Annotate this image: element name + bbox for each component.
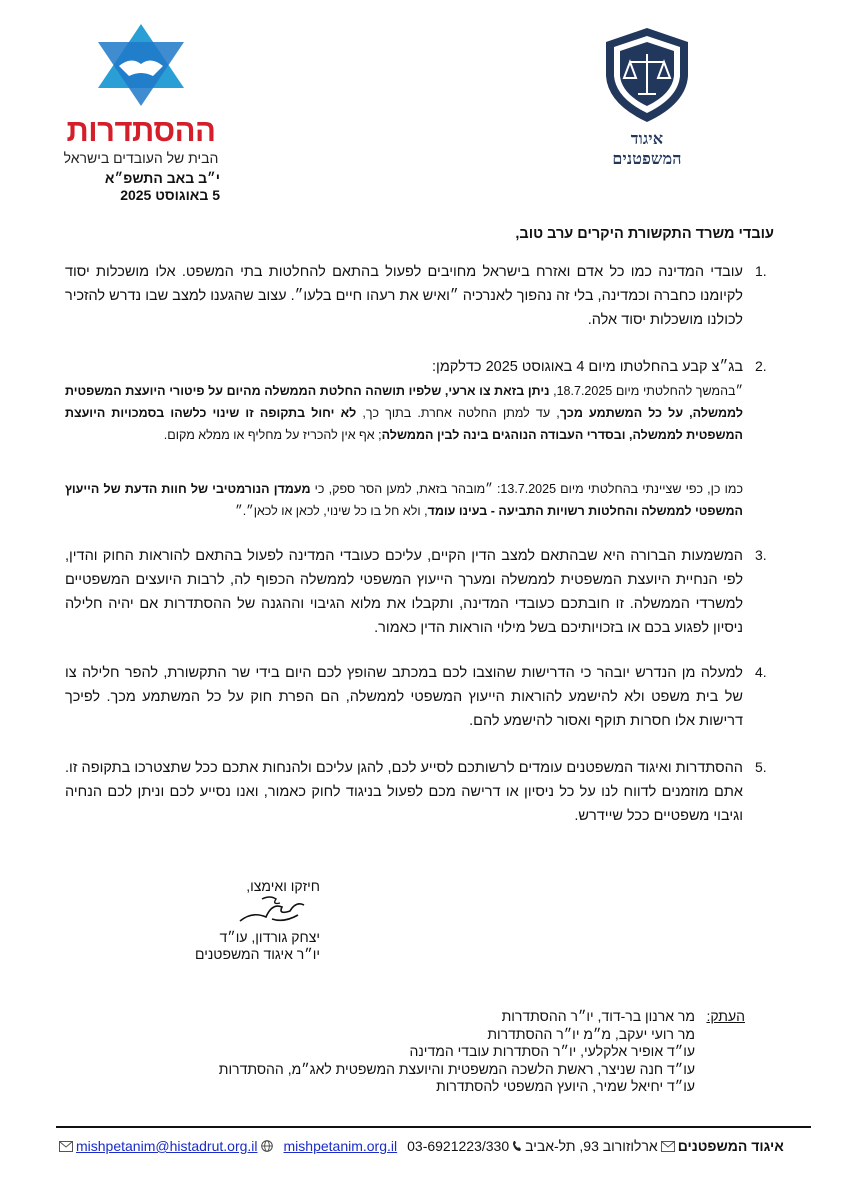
cc-list [150, 1008, 695, 1096]
paragraph-number: 4. [755, 664, 767, 680]
paragraph-number: 2. [755, 358, 767, 374]
phone-number: 03-6921223/330 [407, 1138, 510, 1154]
paragraph-2-intro: בג״צ קבע בהחלטתו מיום 4 באוגוסט 2025 כדלקמן: [432, 359, 743, 375]
quote-text: ; אף אין להכריז על מחליף או ממלא מקום. [163, 428, 382, 442]
signatory-title: יו״ר איגוד המשפטנים [195, 946, 320, 962]
signatory [180, 929, 320, 963]
email-link[interactable]: mishpetanim@histadrut.org.il [76, 1138, 258, 1154]
website-link[interactable]: mishpetanim.org.il [283, 1138, 398, 1154]
globe-icon [261, 1140, 273, 1152]
quote-bold: ניתן בזאת צו ארעי, שלפיו תושהה החלטת הממשלה מהיום על פיטורי היועצת המשפטית לממשלה, על כל המשתמע מכך [65, 384, 743, 420]
shield-scales-icon [598, 24, 696, 124]
paragraph-number: 3. [755, 547, 767, 563]
email-icon [59, 1141, 73, 1152]
footer-divider [56, 1126, 811, 1128]
quote-text: ״בהמשך להחלטתי מיום 18.7.2025, [549, 384, 743, 398]
quote-bold: לא יחול בתקופה זו שינוי כלשהו בסמכויות היועצת המשפטית לממשלה, ובסדרי העבודה הנוהגים בינה לבין הממשלה [65, 406, 743, 442]
letter-date [60, 170, 220, 204]
paragraph-3: המשמעות הברורה היא שבהתאם למצב הדין הקיים, עליכם כעובדי המדינה לפעול בהתאם להוראות החוק והדין, לפי הנחיית היועצת המשפטית לממשלה ומערך הייעוץ המשפטי לממשלה הכפוף לה, לרבות היועצים המשפטיים למשרדי הממשלה. זו חובתכם כעובדי המדינה, ותקבלו את מלוא הגיבוי וההגנה של ההסתדרות אם יהיה חלילה ניסיון לפגוע בכם או בזכויותיכם בשל מילוי הוראות הדין כאמור. [65, 548, 743, 636]
closing: חיזקו ואימצו, [246, 878, 320, 894]
address: ארלוזורוב 93, תל-אביב [525, 1138, 658, 1154]
lawyers-union-logo [598, 24, 696, 169]
footer-org-name: איגוד המשפטנים [677, 1138, 784, 1154]
handwritten-signature [232, 893, 312, 929]
phone-icon [512, 1140, 522, 1152]
quote-text: כמו כן, כפי שציינתי בהחלטתי מיום 13.7.2025: ״מובהר בזאת, למען הסר ספק, כי [310, 482, 744, 496]
paragraph-4: למעלה מן הנדרש יובהר כי הדרישות שהוצבו לכם במכתב שהופץ לכם היום בידי שר התקשורת, להפר חלילה צו של בית משפט ולא להישמע להוראות הייעוץ המשפטי לממשלה, הם הפרת חוק על כל המשתמע מכך. לפיכך דרישות אלו חסרות תוקף ואסור להישמע להם. [65, 665, 743, 729]
quote-bold: מעמדן הנורמטיבי של חוות הדעת של הייעוץ המשפטי לממשלה והחלטות רשויות התביעה - בעינו עומד [65, 482, 743, 518]
cc-recipient: עו״ד אופיר אלקלעי, יו״ר הסתדרות עובדי המדינה [409, 1043, 695, 1059]
paragraph-number: 5. [755, 759, 767, 775]
cc-recipient: מר ארנון בר-דוד, יו״ר ההסתדרות [501, 1008, 695, 1024]
cc-recipient: עו״ד חנה שניצר, ראשת הלשכה המשפטית והיועצת המשפטית לאג״מ, ההסתדרות [218, 1060, 695, 1077]
paragraph-number: 1. [755, 263, 767, 279]
footer [56, 1135, 816, 1157]
mail-envelope-icon [661, 1141, 675, 1152]
quote-text: , עד למתן החלטה אחרת. בתוך כך, [356, 406, 560, 420]
greeting: עובדי משרד התקשורת היקרים ערב טוב, [515, 226, 774, 242]
star-handshake-icon [91, 22, 191, 108]
court-quote-1 [65, 380, 743, 446]
lawyers-union-name: איגוד המשפטנים [612, 129, 682, 168]
histadrut-name: ההסתדרות [66, 113, 216, 148]
gregorian-date: 5 באוגוסט 2025 [120, 187, 220, 203]
hebrew-date: י״ב באב התשפ״א [104, 170, 220, 186]
histadrut-tagline: הבית של העובדים בישראל [63, 150, 219, 166]
court-quote-2 [65, 478, 743, 522]
paragraph-5: ההסתדרות ואיגוד המשפטנים עומדים לרשותכם לסייע לכם, להגן עליכם ולהנחות אתכם ככל שתצטרכו בתקופה זו. אתם מוזמנים לדווח לנו על כל ניסיון או דרישה מכם לפעול בניגוד לחוק כאמור, ואנו נסייע לכם וניתן לכם הנחיה וגיבוי משפטיים ככל שיידרש. [65, 760, 743, 824]
signatory-name: יצחק גורדון, עו״ד [219, 929, 320, 945]
histadrut-logo [62, 22, 220, 166]
quote-text: , ולא חל בו כל שינוי, לכאן או לכאן״.״ [235, 504, 428, 518]
cc-recipient: מר רועי יעקב, מ״מ יו״ר ההסתדרות [487, 1025, 695, 1042]
cc-label: העתק: [706, 1008, 745, 1024]
cc-recipient: עו״ד יחיאל שמיר, היועץ המשפטי להסתדרות [436, 1078, 695, 1094]
paragraph-1: עובדי המדינה כמו כל אדם ואזרח בישראל מחויבים לפעול בהתאם להחלטות בתי המשפט. אלו מושכלות יסוד לקיומנו כחברה וכמדינה, בלי זה נהפוך לאנרכיה ״ואיש את רעהו חיים בלעו״. עצוב שהגענו למצב שבו נדרש להזכיר לכולנו מושכלות יסוד אלה. [65, 264, 743, 328]
